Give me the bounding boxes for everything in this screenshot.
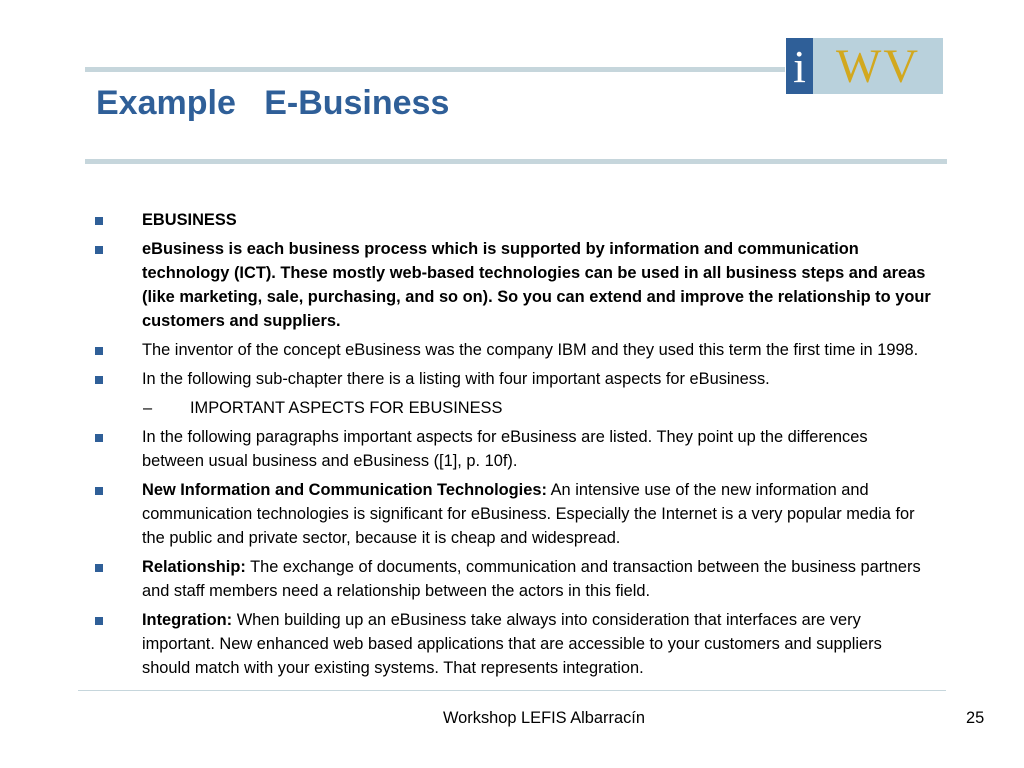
bullet-item (0, 367, 932, 391)
title-divider (85, 159, 947, 164)
square-bullet-icon (95, 617, 103, 625)
bullet-text: The inventor of the concept eBusiness was the company IBM and they used this term the first time in 1998. (142, 341, 919, 359)
bullet-bold-text: EBUSINESS (142, 211, 237, 229)
logo-i: i (786, 38, 813, 94)
square-bullet-icon (95, 564, 103, 572)
bullet-text: An intensive use of the new information and communication technologies is significant for eBusiness. Especially the Internet is a very popular media for the public and private sector, because it is cheap and widespread. (142, 481, 915, 547)
square-bullet-icon (95, 376, 103, 384)
slide-content (0, 208, 1024, 685)
bullet-item (0, 237, 932, 333)
sub-item-text: IMPORTANT ASPECTS FOR EBUSINESS (190, 399, 503, 417)
square-bullet-icon (95, 217, 103, 225)
bullet-item (0, 425, 932, 473)
footer-text: Workshop LEFIS Albarracín (443, 709, 645, 727)
logo-wv: WV (813, 38, 943, 94)
bullet-item (0, 478, 932, 550)
square-bullet-icon (95, 434, 103, 442)
bullet-bold-text: Relationship: (142, 558, 246, 576)
square-bullet-icon (95, 487, 103, 495)
sub-item-dash: – (143, 399, 153, 417)
page-number: 25 (966, 709, 985, 727)
slide-title: Example E-Business (96, 84, 450, 122)
bullet-text: The exchange of documents, communication and transaction between the business partners and staff members need a relationship between the actors in this field. (142, 558, 921, 600)
bullet-bold-text: eBusiness is each business process which is supported by information and communication technology (ICT). These mostly web-based technologies can be used in all business steps and areas (like marketing, sale, purchasing, and so on). So you can extend and improve the relationship to your customers and suppliers. (142, 240, 931, 330)
iwv-logo (786, 38, 943, 94)
square-bullet-icon (95, 246, 103, 254)
bullet-item (0, 608, 932, 680)
bullet-item (0, 555, 932, 603)
bullet-bold-text: Integration: (142, 611, 233, 629)
sub-item (0, 396, 1024, 420)
top-divider (85, 67, 785, 72)
bullet-text: In the following sub-chapter there is a listing with four important aspects for eBusiness. (142, 370, 770, 388)
footer-divider (78, 690, 946, 691)
bullet-bold-text: New Information and Communication Technologies: (142, 481, 547, 499)
square-bullet-icon (95, 347, 103, 355)
bullet-item (0, 208, 932, 232)
bullet-text: When building up an eBusiness take always into consideration that interfaces are very important. New enhanced web based applications that are accessible to your customers and suppliers should match with your existing systems. That represents integration. (142, 611, 882, 677)
bullet-item (0, 338, 932, 362)
bullet-text: In the following paragraphs important aspects for eBusiness are listed. They point up the differences between usual business and eBusiness ([1], p. 10f). (142, 428, 868, 470)
